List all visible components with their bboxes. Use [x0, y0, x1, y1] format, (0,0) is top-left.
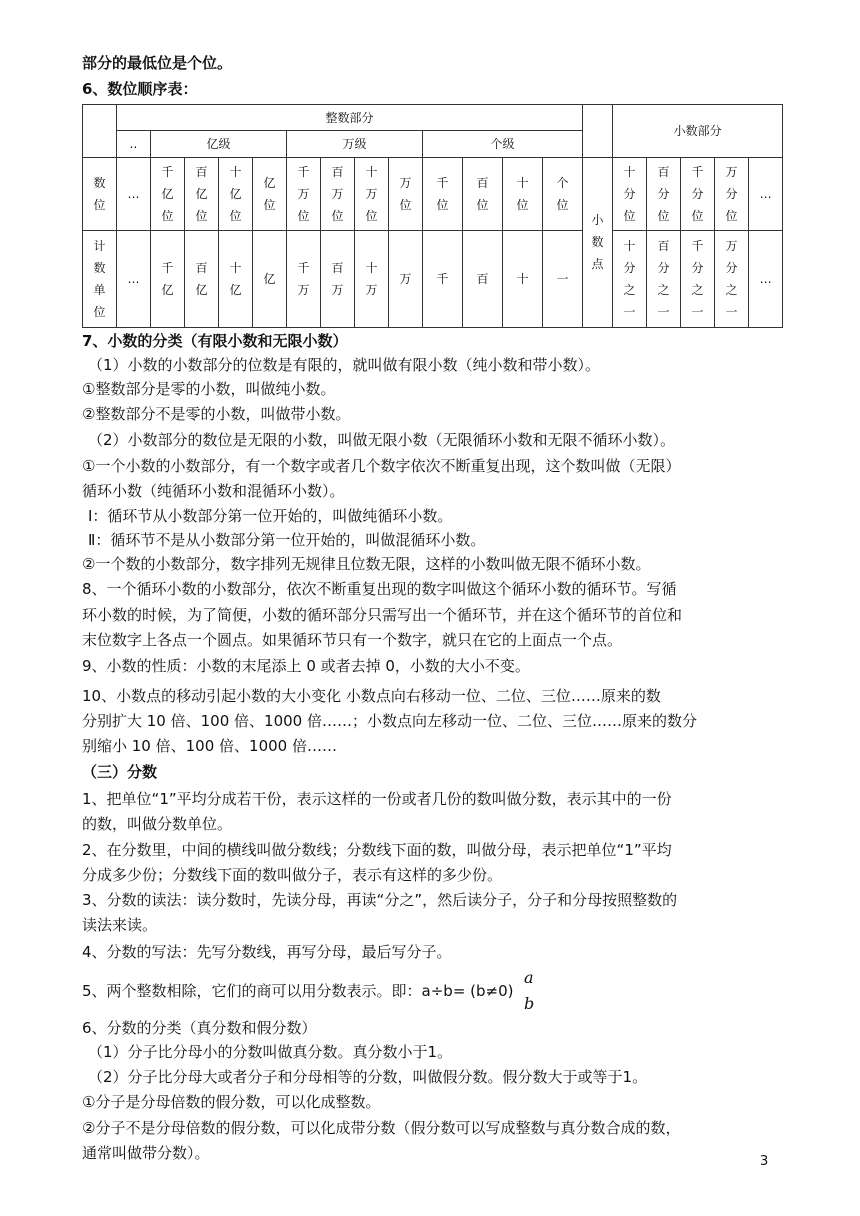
unit-cell: 万: [389, 230, 423, 327]
text-line: 1、把单位“1”平均分成若干份，表示这样的一份或者几份的数叫做分数，表示其中的一份: [82, 790, 672, 808]
digit-cell: 百位: [463, 157, 503, 230]
text-line: 读法来读。: [82, 916, 158, 934]
unit-cell: 百亿: [185, 230, 219, 327]
fraction-numerator: a: [524, 968, 534, 987]
digit-cell: 十亿位: [219, 157, 253, 230]
ellipsis-cell: ..: [117, 131, 151, 157]
text-line: 2、在分数里，中间的横线叫做分数线；分数线下面的数，叫做分母，表示把单位“1”平均: [82, 841, 672, 859]
text-line: 分成多少份；分数线下面的数叫做分子，表示有这样的多少份。: [82, 866, 503, 884]
text-line: ①一个小数的小数部分，有一个数字或者几个数字依次不断重复出现，这个数叫做（无限）: [82, 457, 681, 475]
text-line: Ⅱ：循环节不是从小数部分第一位开始的，叫做混循环小数。: [88, 531, 486, 549]
text-line: ①分子是分母倍数的假分数，可以化成整数。: [82, 1093, 381, 1111]
unit-cell: 十万: [355, 230, 389, 327]
text-line: 通常叫做带分数）。: [82, 1144, 210, 1162]
class-yi: 亿级: [151, 131, 287, 157]
text-line: ①整数部分是零的小数，叫做纯小数。: [82, 380, 336, 398]
place-value-table: [82, 104, 783, 328]
dec-unit-cell: 千分之一: [681, 230, 715, 327]
text-line: 3、分数的读法：读分数时，先读分母，再读“分之”，然后读分子，分子和分母按照整数的: [82, 891, 678, 909]
section-heading: 6、分数的分类（真分数和假分数）: [82, 1019, 317, 1037]
text-line: （1）分子比分母小的分数叫做真分数。真分数小于1。: [88, 1043, 453, 1061]
dec-unit-cell: 十分之一: [613, 230, 647, 327]
digit-cell: 千万位: [287, 157, 321, 230]
dec-digit-cell: 百分位: [647, 157, 681, 230]
text-line: 分别扩大 10 倍、100 倍、1000 倍……；小数点向左移动一位、二位、三位……原来的数分: [82, 712, 697, 730]
point-header: [583, 105, 613, 158]
unit-cell: 千亿: [151, 230, 185, 327]
section-heading: （三）分数: [82, 763, 158, 781]
text-line: 的数，叫做分数单位。: [82, 815, 233, 833]
digit-cell: 十万位: [355, 157, 389, 230]
digit-cell: 千亿位: [151, 157, 185, 230]
fraction-a-over-b: [510, 968, 550, 1018]
unit-cell: 百: [463, 230, 503, 327]
ellipsis-cell: …: [117, 230, 151, 327]
digit-cell: 十位: [503, 157, 543, 230]
unit-cell: 十亿: [219, 230, 253, 327]
text-line: （2）小数部分的数位是无限的小数，叫做无限小数（无限循环小数和无限不循环小数）。: [88, 431, 676, 449]
dec-digit-cell: 万分位: [715, 157, 749, 230]
table-corner: [83, 105, 117, 158]
text-line: ②分子不是分母倍数的假分数，可以化成带分数（假分数可以写成整数与真分数合成的数，: [82, 1119, 681, 1137]
text-line: （1）小数的小数部分的位数是有限的，就叫做有限小数（纯小数和带小数）。: [88, 356, 601, 374]
unit-cell: 一: [543, 230, 583, 327]
text-line: （2）分子比分母大或者分子和分母相等的分数，叫做假分数。假分数大于或等于1。: [88, 1068, 648, 1086]
integer-part-header: 整数部分: [117, 105, 583, 131]
class-wan: 万级: [287, 131, 423, 157]
row-label-unit: 计数单位: [83, 230, 117, 327]
text-line: ②整数部分不是零的小数，叫做带小数。: [82, 405, 351, 423]
text-line: 9、小数的性质：小数的末尾添上 0 或者去掉 0，小数的大小不变。: [82, 657, 530, 675]
fraction-denominator: b: [524, 994, 535, 1013]
text-line: 部分的最低位是个位。: [82, 54, 233, 72]
text-line: 别缩小 10 倍、100 倍、1000 倍……: [82, 737, 337, 755]
digit-cell: 千位: [423, 157, 463, 230]
unit-cell: 千: [423, 230, 463, 327]
text-line: 10、小数点的移动引起小数的大小变化 小数点向右移动一位、二位、三位……原来的数: [82, 687, 661, 705]
unit-cell: 亿: [253, 230, 287, 327]
digit-cell: 百亿位: [185, 157, 219, 230]
dec-unit-cell: 百分之一: [647, 230, 681, 327]
section-heading: 7、小数的分类（有限小数和无限小数）: [82, 332, 348, 350]
decimal-part-header: 小数部分: [613, 105, 783, 158]
class-ge: 个级: [423, 131, 583, 157]
text-line: 8、一个循环小数的小数部分，依次不断重复出现的数字叫做这个循环小数的循环节。写循: [82, 580, 677, 598]
row-label-digit: 数位: [83, 157, 117, 230]
page-number: 3: [760, 1154, 769, 1169]
text-line: 环小数的时候，为了简便，小数的循环部分只需写出一个循环节，并在这个循环节的首位和: [82, 606, 683, 624]
dec-digit-cell: 十分位: [613, 157, 647, 230]
text-line: Ⅰ：循环节从小数部分第一位开始的，叫做纯循环小数。: [88, 507, 453, 525]
text-line: 5、两个整数相除，它们的商可以用分数表示。即：a÷b= (b≠0): [82, 982, 514, 1000]
dec-digit-cell: 千分位: [681, 157, 715, 230]
text-line: 末位数字上各点一个圆点。如果循环节只有一个数字，就只在它的上面点一个点。: [82, 631, 623, 649]
text-line: ②一个数的小数部分，数字排列无规律且位数无限，这样的小数叫做无限不循环小数。: [82, 555, 651, 573]
ellipsis-cell: …: [117, 157, 151, 230]
digit-cell: 亿位: [253, 157, 287, 230]
dec-unit-cell: 万分之一: [715, 230, 749, 327]
ellipsis-cell: …: [749, 157, 783, 230]
decimal-point-cell: 小数点: [583, 157, 613, 327]
unit-cell: 千万: [287, 230, 321, 327]
digit-cell: 万位: [389, 157, 423, 230]
ellipsis-cell: …: [749, 230, 783, 327]
section-heading: 6、数位顺序表：: [82, 80, 198, 98]
text-line: 循环小数（纯循环小数和混循环小数）。: [82, 482, 345, 500]
digit-cell: 百万位: [321, 157, 355, 230]
text-line: 4、分数的写法：先写分数线，再写分母，最后写分子。: [82, 943, 452, 961]
unit-cell: 百万: [321, 230, 355, 327]
unit-cell: 十: [503, 230, 543, 327]
digit-cell: 个位: [543, 157, 583, 230]
